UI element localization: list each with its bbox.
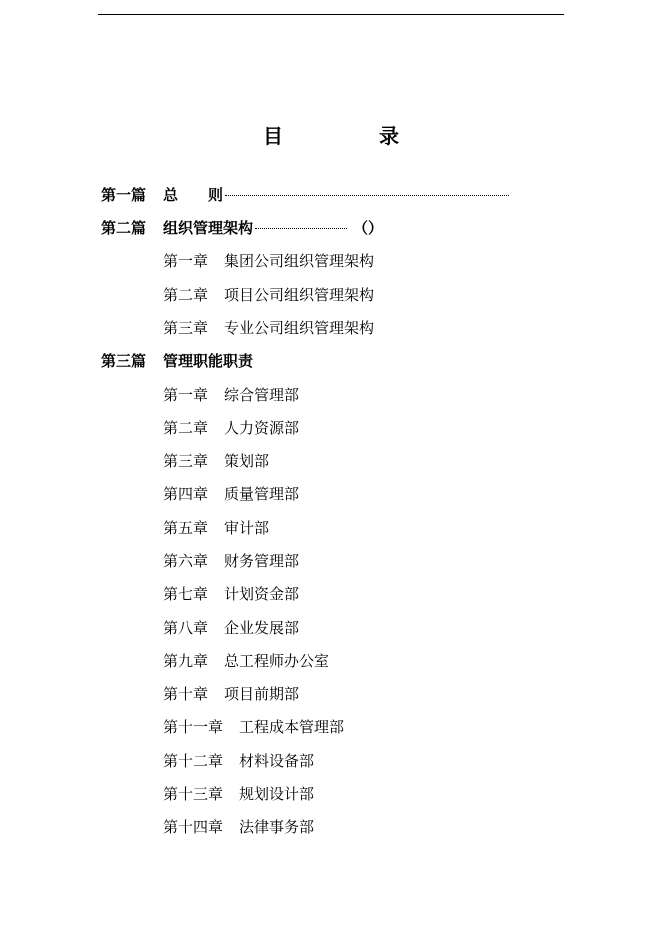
chapter-label: 第二章 bbox=[163, 419, 209, 437]
chapter-label: 第六章 bbox=[163, 552, 209, 570]
chapter-title: 财务管理部 bbox=[224, 552, 300, 570]
chapter-label: 第十四章 bbox=[163, 818, 224, 836]
toc-part-2[interactable] bbox=[101, 218, 383, 238]
toc-chapter[interactable] bbox=[163, 717, 344, 737]
part-label: 第二篇 bbox=[101, 219, 147, 237]
toc-chapter[interactable] bbox=[163, 385, 299, 405]
part-label: 第一篇 bbox=[101, 186, 147, 204]
chapter-label: 第十二章 bbox=[163, 752, 224, 770]
chapter-label: 第四章 bbox=[163, 485, 209, 503]
chapter-title: 材料设备部 bbox=[239, 752, 315, 770]
toc-chapter[interactable] bbox=[163, 518, 269, 538]
toc-chapter[interactable] bbox=[163, 318, 374, 338]
toc-title: 目 录 bbox=[263, 124, 437, 148]
chapter-title: 审计部 bbox=[224, 519, 270, 537]
toc-chapter[interactable] bbox=[163, 285, 374, 305]
toc-chapter[interactable] bbox=[163, 618, 299, 638]
chapter-title: 项目公司组织管理架构 bbox=[224, 286, 375, 304]
part-title-first-char: 总 bbox=[163, 186, 209, 204]
toc-chapter[interactable] bbox=[163, 684, 299, 704]
part-title: 管理职能职责 bbox=[163, 352, 254, 370]
chapter-title: 项目前期部 bbox=[224, 685, 300, 703]
toc-chapter[interactable] bbox=[163, 551, 299, 571]
chapter-title: 企业发展部 bbox=[224, 619, 300, 637]
chapter-title: 规划设计部 bbox=[239, 785, 315, 803]
toc-chapter[interactable] bbox=[163, 784, 314, 804]
chapter-label: 第三章 bbox=[163, 319, 209, 337]
toc-chapter[interactable] bbox=[163, 817, 314, 837]
toc-chapter[interactable] bbox=[163, 451, 269, 471]
chapter-label: 第二章 bbox=[163, 286, 209, 304]
chapter-label: 第一章 bbox=[163, 386, 209, 404]
chapter-label: 第十一章 bbox=[163, 718, 224, 736]
chapter-title: 策划部 bbox=[224, 452, 270, 470]
part-title: 组织管理架构 bbox=[163, 219, 254, 237]
chapter-label: 第十章 bbox=[163, 685, 209, 703]
part-label: 第三篇 bbox=[101, 352, 147, 370]
toc-chapter[interactable] bbox=[163, 418, 299, 438]
dot-leader bbox=[255, 227, 347, 229]
chapter-title: 综合管理部 bbox=[224, 386, 300, 404]
page-ref: （） bbox=[353, 219, 384, 237]
toc-chapter[interactable] bbox=[163, 751, 314, 771]
toc-part-1[interactable] bbox=[101, 185, 515, 205]
chapter-title: 专业公司组织管理架构 bbox=[224, 319, 375, 337]
toc-chapter[interactable] bbox=[163, 651, 329, 671]
dot-leader bbox=[225, 194, 509, 196]
toc-chapter[interactable] bbox=[163, 484, 299, 504]
chapter-title: 人力资源部 bbox=[224, 419, 300, 437]
chapter-title: 集团公司组织管理架构 bbox=[224, 252, 375, 270]
toc-chapter[interactable] bbox=[163, 584, 299, 604]
toc-part-3[interactable] bbox=[101, 351, 253, 371]
chapter-label: 第九章 bbox=[163, 652, 209, 670]
chapter-title: 质量管理部 bbox=[224, 485, 300, 503]
part-title-last-char: 则 bbox=[208, 186, 224, 204]
chapter-title: 总工程师办公室 bbox=[224, 652, 330, 670]
chapter-title: 法律事务部 bbox=[239, 818, 315, 836]
header-rule bbox=[98, 14, 564, 15]
chapter-title: 计划资金部 bbox=[224, 585, 300, 603]
chapter-label: 第一章 bbox=[163, 252, 209, 270]
chapter-label: 第三章 bbox=[163, 452, 209, 470]
chapter-label: 第五章 bbox=[163, 519, 209, 537]
chapter-label: 第八章 bbox=[163, 619, 209, 637]
toc-chapter[interactable] bbox=[163, 251, 374, 271]
chapter-label: 第七章 bbox=[163, 585, 209, 603]
chapter-title: 工程成本管理部 bbox=[239, 718, 345, 736]
chapter-label: 第十三章 bbox=[163, 785, 224, 803]
